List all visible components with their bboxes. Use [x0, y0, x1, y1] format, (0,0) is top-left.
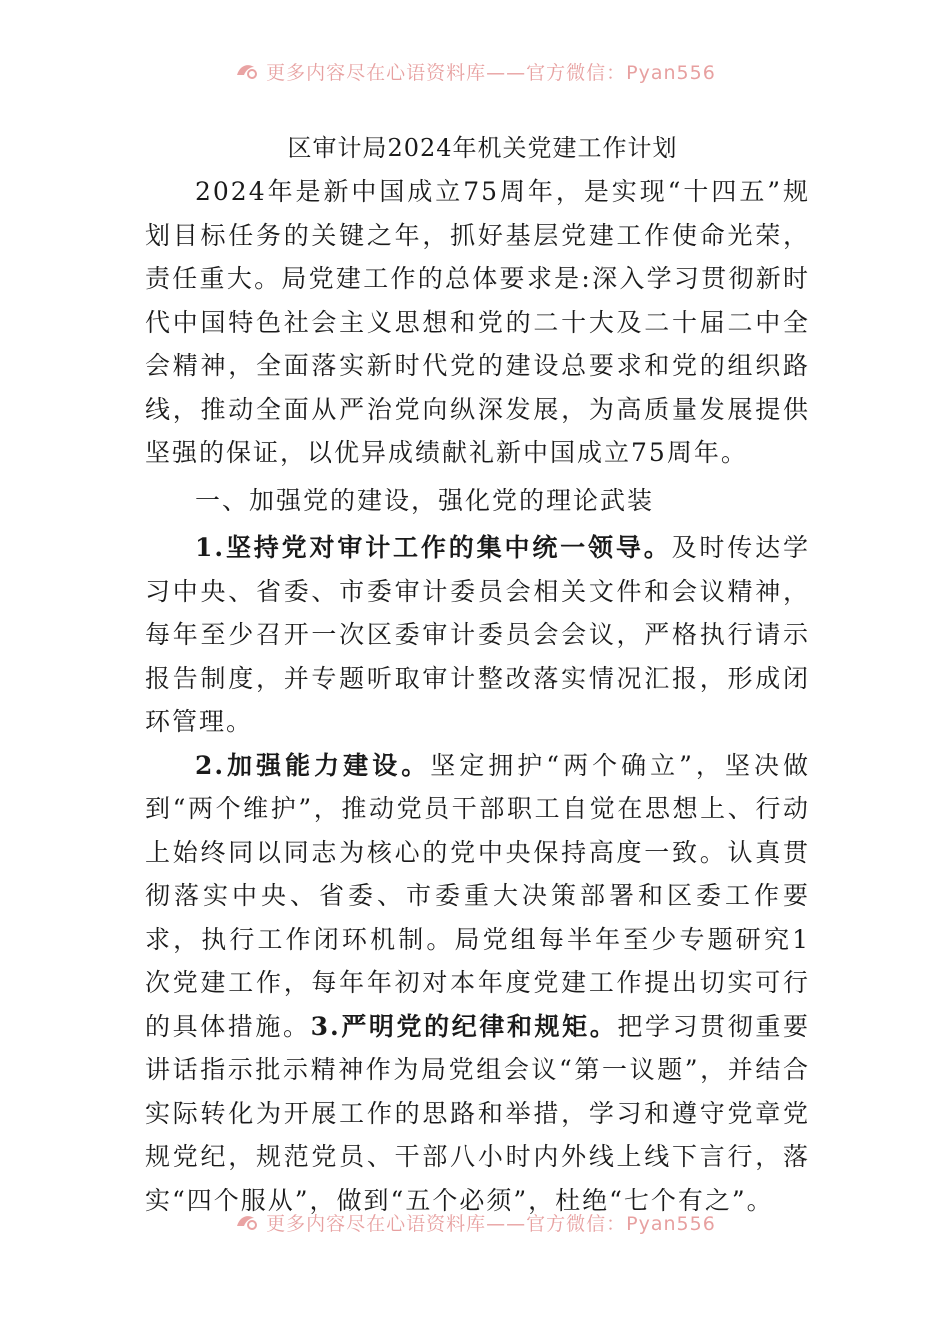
item-2-paragraph: [145, 744, 810, 1223]
watermark-header: [0, 56, 950, 86]
item-2-text: 坚定拥护“两个确立”，坚决做到“两个维护”，推动党员干部职工自觉在思想上、行动上始终同以同志为核心的党中央保持高度一致。认真贯彻落实中央、省委、市委重大决策部署和区委工作要求，执行工作闭环机制。局党组每半年至少专题研究1次党建工作，每年年初对本年度党建工作提出切实可行的具体措施。: [145, 750, 810, 1041]
item-3-heading: 3.严明党的纪律和规矩。: [310, 1011, 618, 1041]
watermark-text: 更多内容尽在心语资料库——官方微信：Pyan556: [266, 1212, 716, 1235]
intro-paragraph: 2024年是新中国成立75周年，是实现“十四五”规划目标任务的关键之年，抓好基层党建工作使命光荣，责任重大。局党建工作的总体要求是:深入学习贯彻新时代中国特色社会主义思想和党的二十大及二十届二中全会精神，全面落实新时代党的建设总要求和党的组织路线，推动全面从严治党向纵深发展，为高质量发展提供坚强的保证，以优异成绩献礼新中国成立75周年。: [145, 177, 810, 467]
logo-icon: [234, 1212, 260, 1232]
section-heading: 一、加强党的建设，强化党的理论武装: [195, 485, 655, 515]
watermark-text: 更多内容尽在心语资料库——官方微信：Pyan556: [266, 61, 716, 84]
document-page: [145, 128, 810, 1222]
item-1-text: 及时传达学习中央、省委、市委审计委员会相关文件和会议精神，每年至少召开一次区委审计委员会会议，严格执行请示报告制度，并专题听取审计整改落实情况汇报，形成闭环管理。: [145, 533, 810, 736]
logo-icon: [234, 61, 260, 81]
item-2-heading: 2.加强能力建设。: [195, 750, 431, 780]
item-3-text: 把学习贯彻重要讲话指示批示精神作为局党组会议“第一议题”，并结合实际转化为开展工作的思路和举措，学习和遵守党章党规党纪，规范党员、干部八小时内外线上线下言行，落实“四个服从”，做到“五个必须”，杜绝“七个有之”。: [145, 1011, 810, 1215]
item-1-paragraph: [145, 526, 810, 744]
watermark-footer: [0, 1207, 950, 1237]
item-1-heading: 1.坚持党对审计工作的集中统一领导。: [195, 533, 672, 562]
document-title: 区审计局2024年机关党建工作计划: [287, 134, 678, 162]
